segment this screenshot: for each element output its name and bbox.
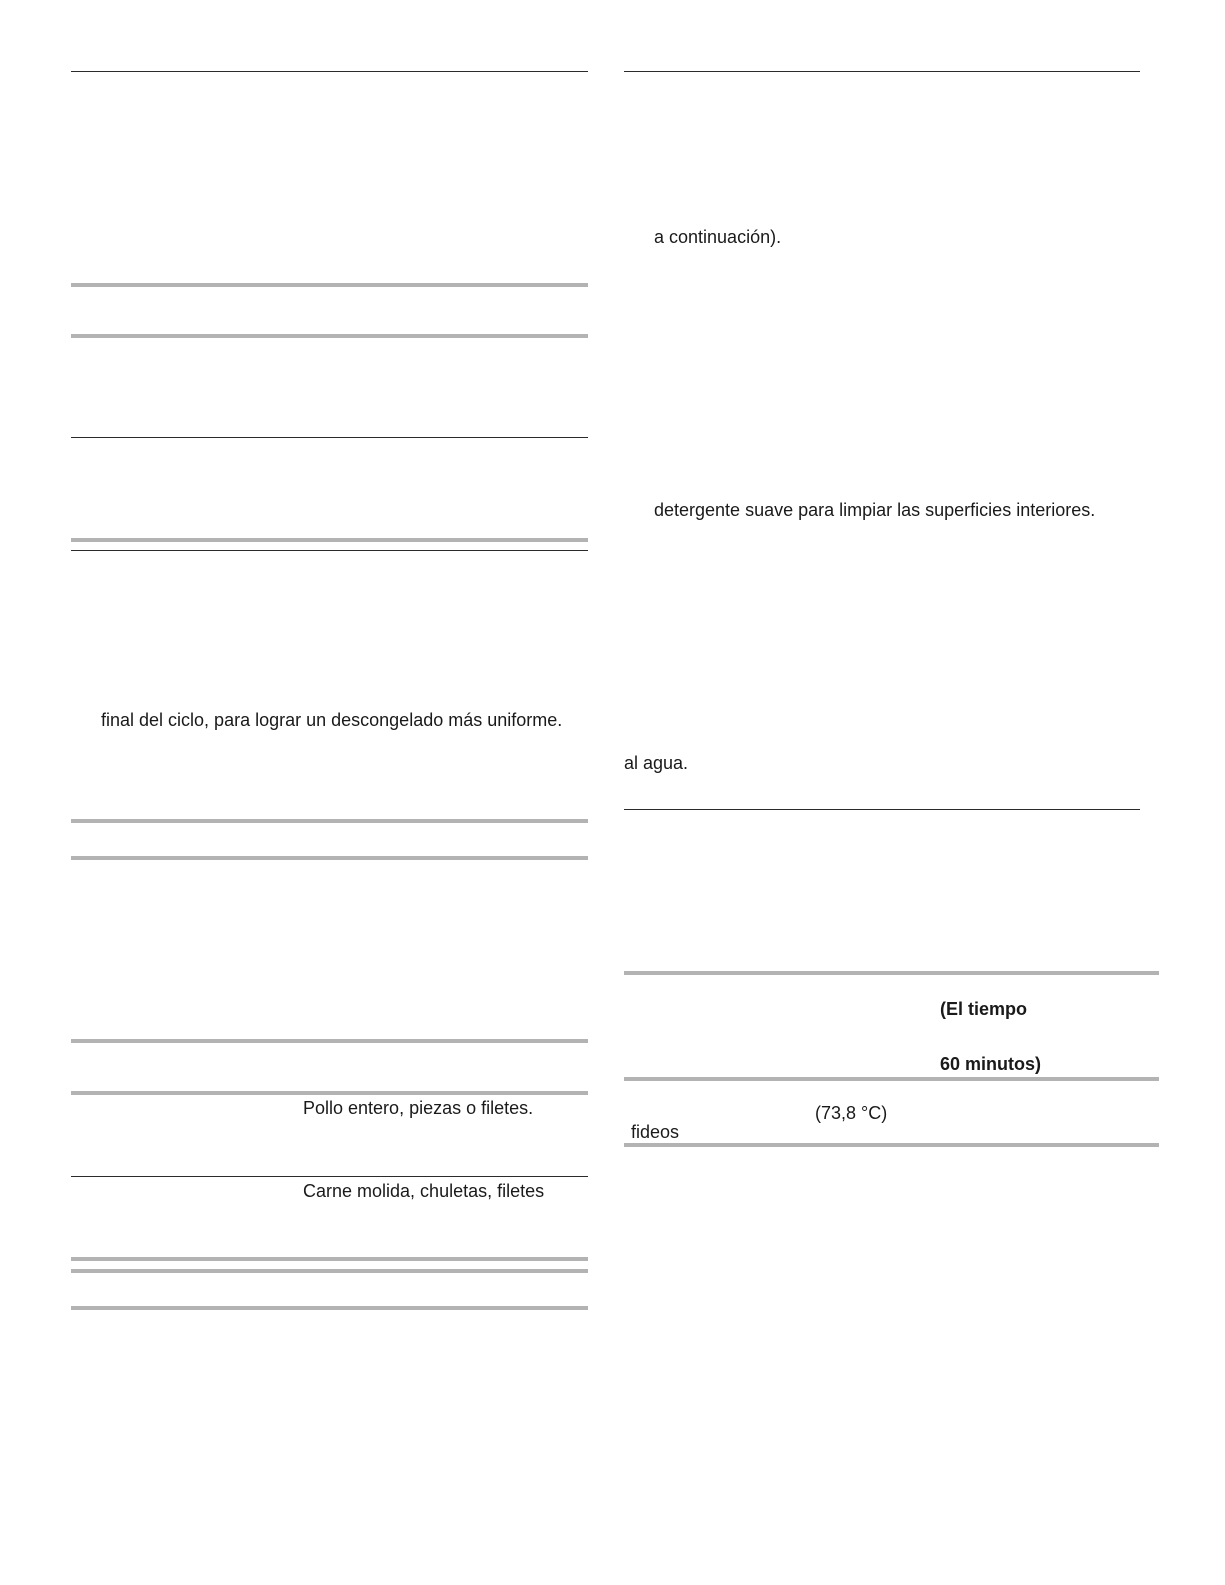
table-rule [71, 538, 588, 542]
section-divider [624, 809, 1140, 810]
table-cell-poultry: Pollo entero, piezas o filetes. [303, 1098, 534, 1118]
table-header-time: (El tiempo [940, 999, 1028, 1019]
table-rule [624, 1143, 1159, 1147]
defrost-text-line: final del ciclo, para lograr un descongelado más uniforme. [101, 710, 563, 730]
table-rule [624, 1077, 1159, 1081]
table-rule [71, 1039, 588, 1043]
table-cell-temperature: (73,8 °C) [815, 1103, 888, 1123]
section-divider [71, 437, 588, 438]
table-rule [71, 334, 588, 338]
detergent-text-line: detergente suave para limpiar las superficies interiores. [654, 500, 1096, 520]
table-header-minutes: 60 minutos) [940, 1054, 1042, 1074]
continuation-text-line: a continuación). [654, 227, 782, 247]
table-rule [71, 1306, 588, 1310]
table-row-divider [71, 1176, 588, 1177]
table-rule [71, 856, 588, 860]
section-divider [624, 71, 1140, 72]
section-divider [71, 71, 588, 72]
table-rule [71, 1091, 588, 1095]
table-cell-meat: Carne molida, chuletas, filetes [303, 1181, 545, 1201]
water-text-line: al agua. [624, 753, 689, 773]
table-rule [71, 283, 588, 287]
table-rule [71, 819, 588, 823]
table-cell-food: fideos [631, 1122, 680, 1142]
table-rule [71, 1257, 588, 1261]
section-divider [71, 550, 588, 551]
table-rule [624, 971, 1159, 975]
table-rule [71, 1269, 588, 1273]
